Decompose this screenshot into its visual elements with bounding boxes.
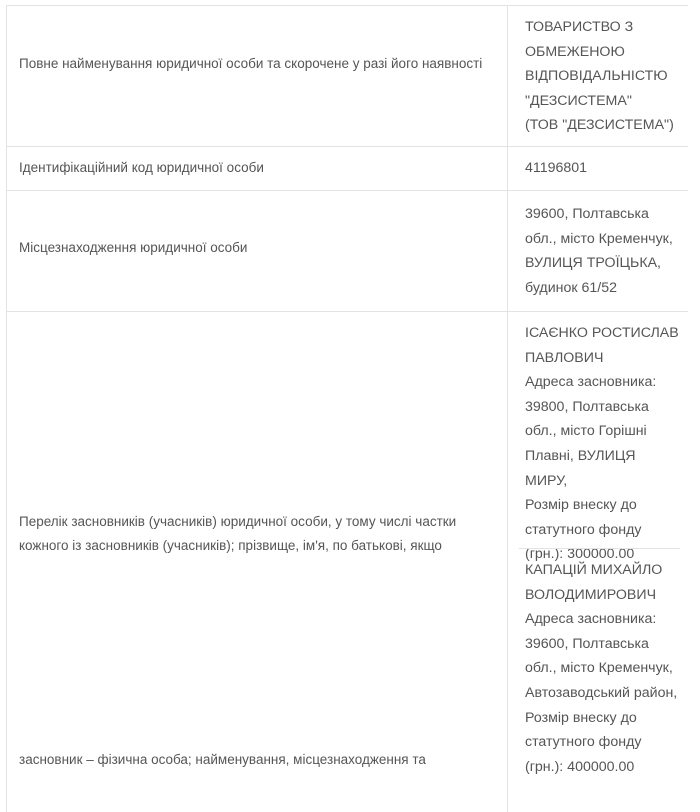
founder-line: 39800, Полтавська (525, 398, 649, 415)
founder-line: Розмір внеску до (525, 497, 637, 514)
founder-line: Адреса засновника: (525, 374, 657, 391)
value-line: (ТОВ "ДЕЗСИСТЕМА") (525, 117, 674, 134)
row-value-full-name (525, 15, 682, 138)
table-row-location (7, 191, 688, 312)
value-line: ТОВАРИСТВО З (525, 19, 634, 35)
value-line: ОБМЕЖЕНОЮ (525, 43, 625, 60)
row-value-cell (509, 312, 688, 812)
row-value-location (525, 202, 682, 300)
company-info-table (6, 5, 688, 812)
founder-line: (грн.): 400000.00 (525, 758, 635, 775)
row-label-location: Місцезнаходження юридичної особи (19, 240, 248, 255)
row-value-cell (509, 191, 688, 311)
row-label-cell (7, 6, 508, 146)
value-line: будинок 61/52 (525, 279, 618, 296)
row-value-id-code (525, 156, 682, 181)
value-line: ВІДПОВІДАЛЬНІСТЮ (525, 68, 668, 85)
founder-line: обл., місто Кременчук, (525, 660, 673, 677)
founder-line: 39600, Полтавська (525, 635, 649, 652)
row-label-cell (7, 312, 508, 812)
founder-line: КАПАЦІЙ МИХАЙЛО (525, 562, 663, 578)
row-value-cell (509, 147, 688, 190)
table-row-id-code (7, 147, 688, 191)
value-line: 39600, Полтавська (525, 206, 649, 222)
table-row-full-name (7, 6, 688, 147)
row-label-cell (7, 147, 508, 190)
founder-line: Адреса засновника: (525, 611, 657, 628)
value-line: обл., місто Кременчук, (525, 230, 673, 247)
founder-line: ІСАЄНКО РОСТИСЛАВ (525, 325, 679, 341)
founder-line: ПАВЛОВИЧ (525, 349, 604, 366)
value-line: "ДЕЗСИСТЕМА" (525, 92, 632, 109)
row-label-id-code: Ідентифікаційний код юридичної особи (19, 160, 264, 175)
founder-line: обл., місто Горішні (525, 423, 647, 440)
row-label-founders: Перелік засновників (учасників) юридичної особи, у тому числі частки кожного із засновників (учасників); прізвище, ім'я, по батькові, якщо (19, 514, 457, 553)
founder-line: (грн.): 300000.00 (525, 546, 635, 563)
founder-line: Плавні, ВУЛИЦЯ МИРУ, (525, 447, 636, 489)
row-label-founders-continued: засновник – фізична особа; найменування, місцезнаходження та (19, 752, 426, 767)
row-label-full-name: Повне найменування юридичної особи та скорочене у разі його наявності (19, 56, 483, 71)
row-value-cell (509, 6, 688, 146)
founder-line: статутного фонду (525, 521, 642, 538)
founder-entry (525, 558, 680, 779)
founder-line: Автозаводський район, (525, 684, 678, 701)
founder-line: Розмір внеску до (525, 709, 637, 726)
row-label-cell (7, 191, 508, 311)
founder-line: ВОЛОДИМИРОВИЧ (525, 586, 657, 603)
founder-line: статутного фонду (525, 734, 642, 751)
value-line: ВУЛИЦЯ ТРОЇЦЬКА, (525, 255, 661, 272)
founder-divider (519, 548, 680, 549)
value-line: 41196801 (525, 160, 588, 176)
table-row-founders (7, 312, 688, 812)
founder-entry (525, 321, 680, 567)
